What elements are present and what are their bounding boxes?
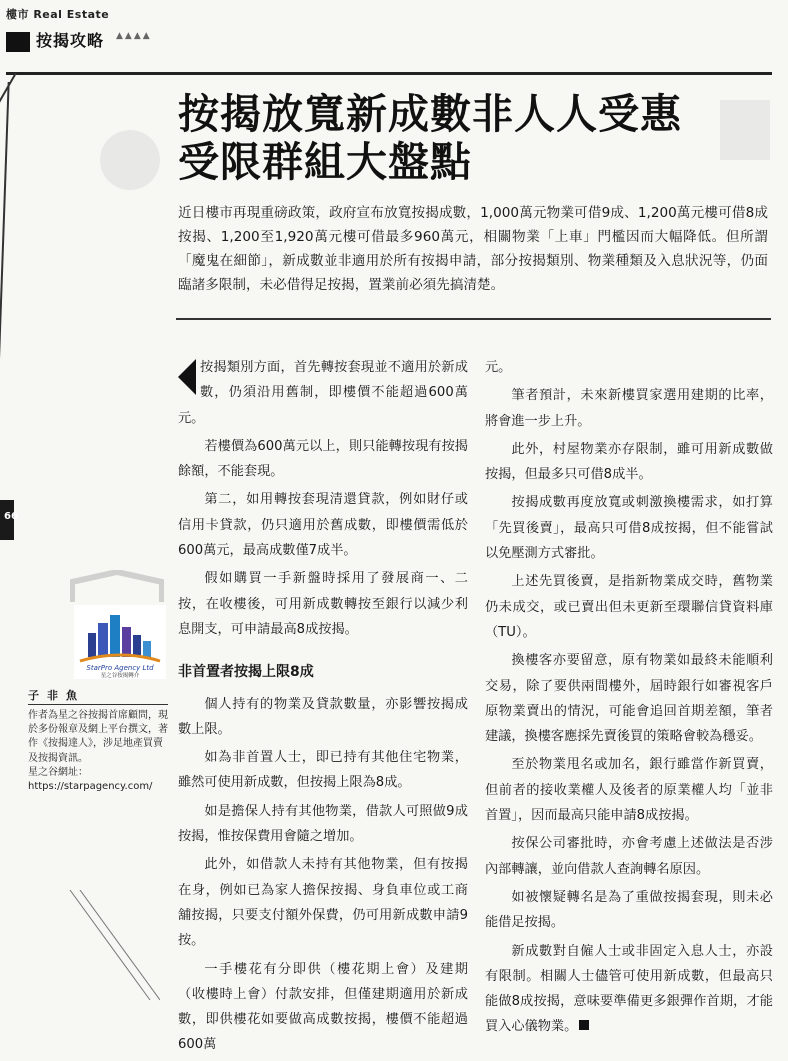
paragraph: 若樓價為600萬元以上，則只能轉按現有按揭餘額，不能套現。: [178, 438, 468, 480]
subheading: 非首置者按揭上限8成: [178, 664, 314, 681]
paragraph: 至於物業甩名或加名，銀行雖當作新買賣，但前者的接收業權人及後者的原業權人均「並非首置」，因而最高只能申請8成按揭。: [485, 757, 773, 824]
logo-subtitle: 星之谷按揭轉介: [100, 673, 140, 679]
paragraph: 元。: [485, 360, 512, 375]
paragraph: 個人持有的物業及貸款數量，亦影響按揭成數上限。: [178, 696, 468, 737]
section-label: 樓市 Real Estate: [6, 8, 110, 21]
article-column-2: [485, 355, 773, 1043]
paragraph: 第二，如用轉按套現清還貸款，例如財仔或信用卡貸款，仍只適用於舊成數，即樓價需低於600萬元，最高成數僅7成半。: [178, 492, 468, 559]
section-marker-block: [6, 32, 30, 52]
paragraph: 此外，如借款人未持有其他物業，但有按揭在身，例如已為家人擔保按揭、身負車位或工商舖按揭，只要支付額外保費，仍可用新成數申請9按。: [178, 857, 468, 949]
paragraph: 按揭成數再度放寬或刺激換樓需求，如打算「先買後賣」，最高只可借8成按揭，但不能嘗試以免壓測方式審批。: [485, 495, 773, 562]
divider-rule: [176, 318, 771, 320]
house-outline-graphic: [70, 570, 164, 604]
article-column-1: [178, 355, 468, 1061]
website-url[interactable]: https://starpagency.com/: [28, 781, 153, 793]
top-rule: [6, 72, 772, 75]
paragraph: 此外，村屋物業亦存限制，雖可用新成數做按揭，但最多只可借8成半。: [485, 441, 773, 483]
paragraph: 假如購買一手新盤時採用了發展商一、二按，在收樓後，可用新成數轉按至銀行以減少利息開支，可申請最高8成按揭。: [178, 571, 468, 637]
headline-line-2: 受限群組大盤點: [178, 138, 472, 186]
page-number: 66: [4, 511, 18, 522]
author-description: 作者為星之谷按揭首席顧問，現於多份報章及網上平台撰文，著作《按揭達人》，涉足地產買賣及按揭資訊。: [28, 710, 168, 764]
lead-paragraph: 近日樓市再現重磅政策，政府宣布放寬按揭成數，1,000萬元物業可借9成、1,200萬元樓可借8成按揭、1,200至1,920萬元樓可借最多960萬元，相關物業「上車」門檻因而大幅降低。但所謂「魔鬼在細節」，新成數並非適用於所有按揭申請，部分按揭類別、物業種類及入息狀況等，仍面臨諸多限制，未必借得足按揭，置業前必須先搞清楚。: [178, 205, 768, 293]
author-bio: [28, 709, 168, 794]
logo-name: StarPro Agency Ltd: [86, 664, 154, 672]
paragraph: 如被懷疑轉名是為了重做按揭套現，則未必能借足按揭。: [485, 889, 773, 931]
end-mark-icon: [579, 1020, 589, 1030]
paragraph: 按揭類別方面，首先轉按套現並不適用於新成數，仍須沿用舊制，即樓價不能超過600萬元。: [178, 360, 468, 426]
headline-line-1: 按揭放寬新成數非人人受惠: [178, 90, 682, 138]
left-border-line: [0, 82, 10, 522]
paragraph: 如為非首置人士，即已持有其他住宅物業，雖然可使用新成數，但按揭上限為8成。: [178, 750, 468, 791]
website-label: 星之谷網址：: [28, 766, 88, 778]
starpro-logo: [74, 605, 166, 679]
paragraph: 換樓客亦要留意，原有物業如最終未能順利交易，除了要供兩間樓外，屆時銀行如審視客戶原物業賣出的情況，可能會追回首期差額，筆者建議，換樓客應採先賣後買的策略會較為穩妥。: [485, 653, 773, 745]
paragraph: 上述先買後賣，是指新物業成交時，舊物業仍未成交，或已賣出但未更新至環聯信貸資料庫（TU）。: [485, 574, 773, 640]
section-dots: ▲▲▲▲: [116, 31, 152, 41]
headline: [178, 90, 768, 186]
paragraph: 一手樓花有分即供（樓花期上會）及建期（收樓時上會）付款安排，但僅建期適用於新成數，即供樓花如要做高成數按揭，樓價不能超過600萬: [178, 961, 468, 1053]
quote-arrow-icon: [178, 359, 196, 395]
section-title: 按揭攻略: [36, 31, 105, 50]
decorative-lines: [60, 890, 160, 1010]
faded-background-graphic: [100, 130, 160, 190]
author-divider: [28, 704, 168, 705]
paragraph: 筆者預計，未來新樓買家選用建期的比率，將會進一步上升。: [485, 388, 773, 429]
paragraph: 按保公司審批時，亦會考慮上述做法是否涉內部轉讓，並向借款人查詢轉名原因。: [485, 836, 773, 877]
paragraph: 新成數對自僱人士或非固定入息人士，亦設有限制。相關人士儘管可使用新成數，但最高只能做8成按揭，意味要準備更多銀彈作首期，才能買入心儀物業。: [485, 943, 773, 1035]
paragraph: 如是擔保人持有其他物業，借款人可照做9成按揭，惟按保費用會隨之增加。: [178, 803, 468, 845]
author-name: 子非魚: [28, 689, 85, 702]
